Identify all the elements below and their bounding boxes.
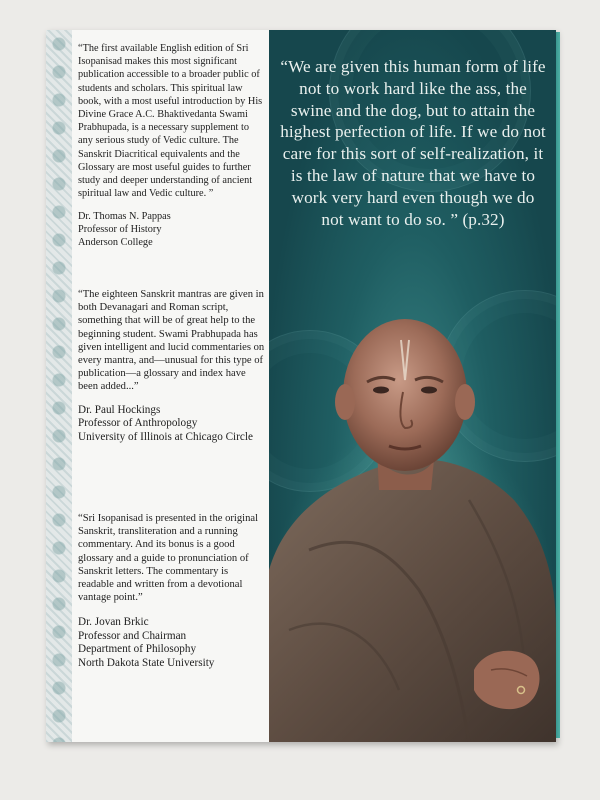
review-quote: “The first available English edition of Sri Isopanisad makes this most significant publication accessible to a broader public of students and scholars. This spiritual law book, with a most useful introduction by His Divine Grace A.C. Bhaktivedanta Swami Prabhupada, is a necessary supplement to any serious study of Vedic culture. The Sanskrit Diacritical equivalents and the Glossary are most useful guides to further study and deeper understanding of ancient spiritual law and Vedic culture. ” <box>78 43 263 200</box>
featured-quote: “We are given this human form of life not to work hard like the ass, the swine and the dog, but to attain the highest perfection of life. If we do not care for this sort of self-realization, it is the law of nature that we have to work very hard even though we do not want to do so. ” (p.32) <box>280 57 546 229</box>
review-blurb-hockings <box>78 288 266 444</box>
review-quote: “Sri Isopanisad is presented in the original Sanskrit, transliteration and a running commentary. And its bonus is a good glossary and a guide to pronunciation of Sanskrit letters. The commentary is readable and written from a devotional vantage point.” <box>78 513 259 604</box>
reviewer-title: Professor of Anthropology <box>78 417 198 430</box>
reviewer-institution: University of Illinois at Chicago Circle <box>78 430 253 443</box>
ornamental-border <box>46 30 72 742</box>
review-attribution <box>78 404 266 445</box>
reviewer-title: Professor and Chairman <box>78 629 187 642</box>
reviewer-institution: North Dakota State University <box>78 656 215 669</box>
reviewer-title: Professor of History <box>78 224 162 236</box>
reviewer-name: Dr. Thomas N. Pappas <box>78 211 171 223</box>
reviewer-name: Dr. Jovan Brkic <box>78 616 149 629</box>
reviewer-name: Dr. Paul Hockings <box>78 403 161 416</box>
reviewer-department: Department of Philosophy <box>78 643 197 656</box>
review-quote: “The eighteen Sanskrit mantras are given in both Devanagari and Roman script, something that will be of great help to the beginning student. Swami Prabhupada has given intelligent and lucid commentaries on every mantra, and—unusual for this type of publication—a glossary and index have been added...” <box>78 289 265 393</box>
review-blurb-brkic <box>78 512 266 670</box>
reviews-panel <box>46 30 269 742</box>
book-back-cover <box>46 30 556 742</box>
review-attribution <box>78 616 266 670</box>
reviewer-institution: Anderson College <box>78 237 153 249</box>
review-blurb-pappas <box>78 42 266 249</box>
portrait-panel <box>269 30 556 742</box>
review-attribution <box>78 210 266 249</box>
